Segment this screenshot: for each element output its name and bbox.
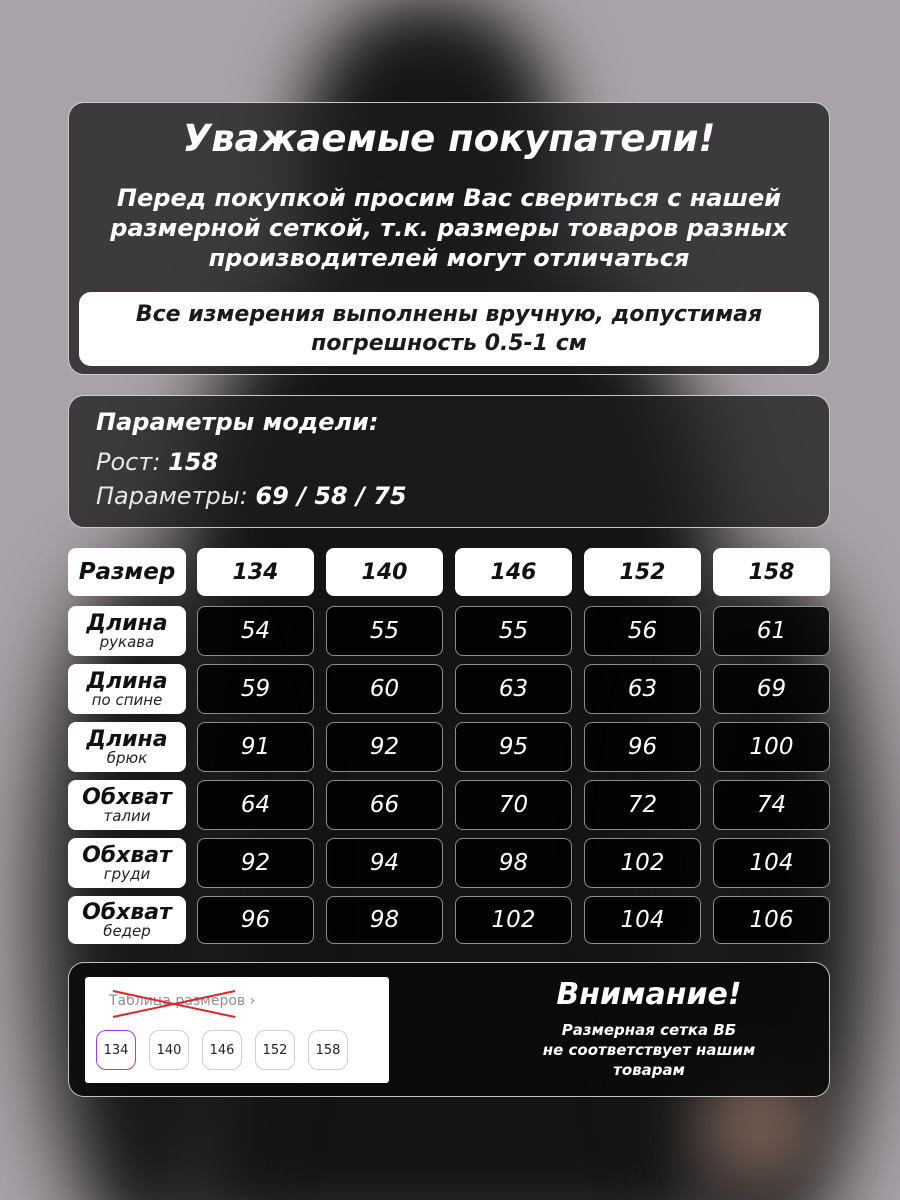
size-header-label-text: Размер — [78, 559, 176, 585]
table-cell: 92 — [326, 722, 443, 772]
table-cell: 106 — [713, 896, 830, 944]
measurement-note-line: погрешность 0.5-1 см — [311, 331, 587, 356]
row-label-sub: груди — [103, 864, 151, 883]
wb-size-chip: 146 — [202, 1030, 242, 1070]
row-label-chest — [68, 838, 186, 888]
size-column-header — [197, 548, 314, 596]
model-params-panel — [68, 395, 830, 528]
size-column-header-text: 146 — [490, 559, 537, 585]
warning-panel — [68, 962, 830, 1097]
table-cell: 61 — [713, 606, 830, 656]
wb-size-chip-selected: 134 — [96, 1030, 136, 1070]
row-label-main: Длина — [86, 726, 168, 752]
table-cell: 104 — [584, 896, 701, 944]
row-label-waist — [68, 780, 186, 830]
red-cross-icon — [109, 987, 239, 1021]
size-column-header — [455, 548, 572, 596]
table-cell: 54 — [197, 606, 314, 656]
greeting-title: Уважаемые покупатели! — [182, 117, 716, 160]
row-label-sub: брюк — [106, 748, 148, 767]
greeting-subtitle-line: производителей могут отличаться — [208, 244, 690, 272]
row-label-sleeve-length — [68, 606, 186, 656]
table-cell: 92 — [197, 838, 314, 888]
table-cell: 63 — [584, 664, 701, 714]
row-label-main: Обхват — [82, 899, 172, 925]
table-cell: 98 — [455, 838, 572, 888]
attention-line: не соответствует нашим — [542, 1041, 756, 1059]
row-label-main: Длина — [86, 668, 168, 694]
chevron-right-icon: › — [249, 993, 256, 1009]
table-cell: 66 — [326, 780, 443, 830]
model-params-heading: Параметры модели: — [96, 408, 379, 436]
size-column-header-text: 134 — [232, 559, 279, 585]
table-cell: 102 — [455, 896, 572, 944]
table-cell: 69 — [713, 664, 830, 714]
table-cell: 96 — [584, 722, 701, 772]
attention-block — [489, 977, 809, 1080]
wb-size-chip: 140 — [149, 1030, 189, 1070]
greeting-subtitle — [109, 183, 789, 273]
measurement-note-line: Все измерения выполнены вручную, допустимая — [135, 302, 763, 327]
size-column-header — [713, 548, 830, 596]
attention-text — [489, 1020, 809, 1080]
row-label-trousers-length — [68, 722, 186, 772]
size-header-label — [68, 548, 186, 596]
table-cell: 63 — [455, 664, 572, 714]
row-label-main: Длина — [86, 610, 168, 636]
table-cell: 70 — [455, 780, 572, 830]
table-cell: 74 — [713, 780, 830, 830]
table-cell: 55 — [326, 606, 443, 656]
model-params-value: 69 / 58 / 75 — [255, 482, 407, 510]
table-cell: 104 — [713, 838, 830, 888]
table-cell: 95 — [455, 722, 572, 772]
table-cell: 94 — [326, 838, 443, 888]
row-label-sub: талии — [103, 806, 151, 825]
table-cell: 98 — [326, 896, 443, 944]
table-cell: 91 — [197, 722, 314, 772]
table-cell: 59 — [197, 664, 314, 714]
row-label-sub: бедер — [103, 921, 151, 940]
wb-size-chip: 158 — [308, 1030, 348, 1070]
table-cell: 72 — [584, 780, 701, 830]
model-height-value: 158 — [168, 448, 219, 476]
row-label-sub: рукава — [99, 632, 155, 651]
model-height-label: Рост: — [96, 448, 161, 476]
greeting-panel — [68, 102, 830, 375]
wb-size-table-title: Таблица размеров — [109, 993, 246, 1009]
table-cell: 55 — [455, 606, 572, 656]
attention-line: товарам — [613, 1061, 685, 1079]
greeting-subtitle-line: Перед покупкой просим Вас свериться с нашей — [116, 184, 782, 212]
table-cell: 56 — [584, 606, 701, 656]
size-column-header — [584, 548, 701, 596]
wb-size-widget-example — [85, 977, 389, 1083]
row-label-hips — [68, 896, 186, 944]
size-column-header-text: 158 — [748, 559, 795, 585]
row-label-sub: по спине — [91, 690, 163, 709]
greeting-subtitle-line: размерной сеткой, т.к. размеры товаров разных — [110, 214, 788, 242]
model-params-label: Параметры: — [96, 482, 248, 510]
size-column-header-text: 152 — [619, 559, 666, 585]
table-cell: 102 — [584, 838, 701, 888]
table-cell: 64 — [197, 780, 314, 830]
model-height-row — [96, 448, 218, 476]
table-cell: 100 — [713, 722, 830, 772]
row-label-main: Обхват — [82, 842, 172, 868]
size-column-header — [326, 548, 443, 596]
table-cell: 60 — [326, 664, 443, 714]
model-params-row — [96, 482, 407, 510]
measurement-note — [79, 292, 819, 366]
row-label-main: Обхват — [82, 784, 172, 810]
size-column-header-text: 140 — [361, 559, 408, 585]
attention-line: Размерная сетка ВБ — [561, 1021, 737, 1039]
table-cell: 96 — [197, 896, 314, 944]
wb-size-chip: 152 — [255, 1030, 295, 1070]
attention-title: Внимание! — [556, 977, 742, 1012]
row-label-back-length — [68, 664, 186, 714]
